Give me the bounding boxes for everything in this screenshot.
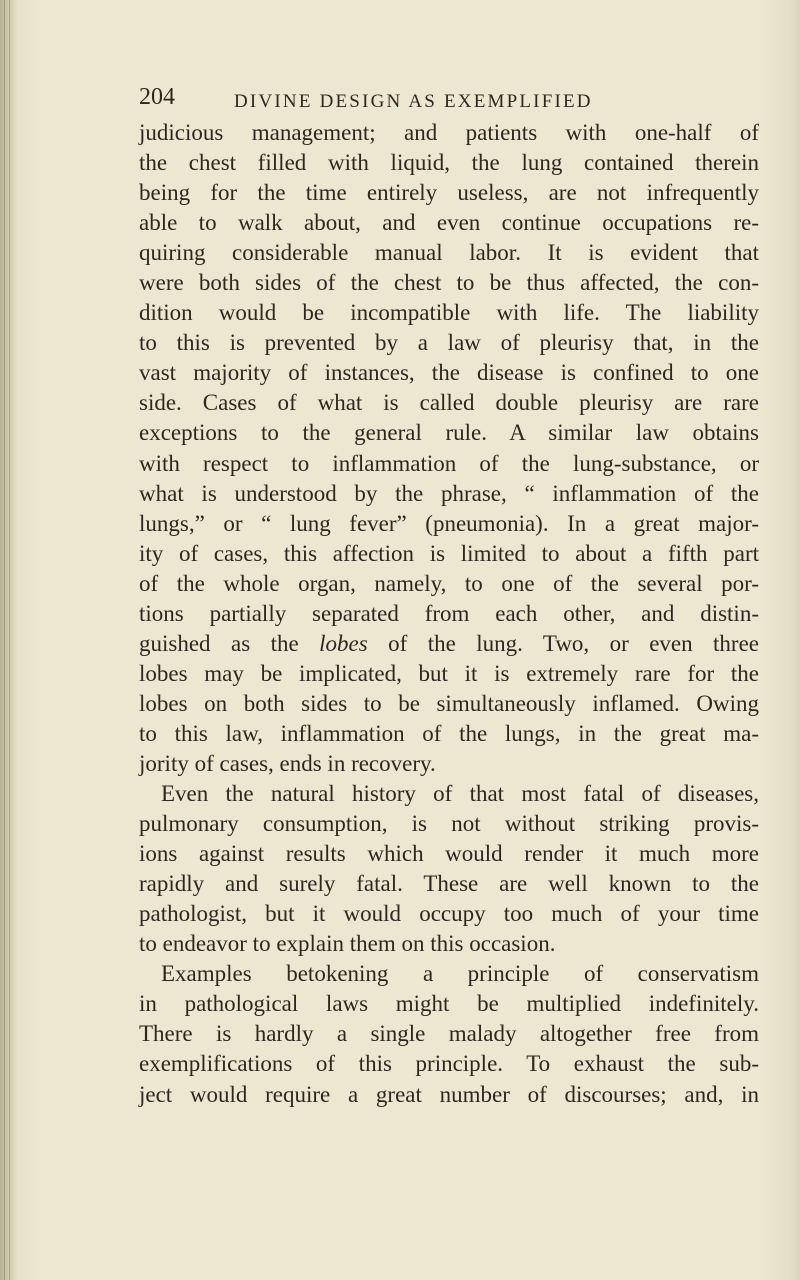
running-title: DIVINE DESIGN AS EXEMPLIFIED [234,91,593,112]
text-line: vast majority of instances, the disease is confined to one [139,360,759,386]
text-line: ions against results which would render it much more [139,841,759,867]
text-line: ity of cases, this affection is limited to about a fifth part [139,540,759,566]
text-line: able to walk about, and even continue occupations re- [139,210,759,236]
text-line: to this is prevented by a law of pleurisy that, in the [139,330,759,356]
gutter-line [9,0,10,1280]
text-line: tions partially separated from each other, and distin- [139,600,759,626]
text-line: lobes may be implicated, but it is extremely rare for the [139,660,759,686]
text-line: the chest filled with liquid, the lung contained therein [139,150,759,176]
text-line: ject would require a great number of discourses; and, in [139,1081,759,1107]
text-line: of the whole organ, namely, to one of the several por- [139,570,759,596]
text-line: being for the time entirely useless, are not infrequently [139,180,759,206]
text-line: lobes on both sides to be simultaneously inflamed. Owing [139,690,759,716]
text-line: pathologist, but it would occupy too much of your time [139,901,759,927]
page-number: 204 [139,84,175,110]
text-line: jority of cases, ends in recovery. [139,750,436,776]
text-line-mixed [139,629,759,659]
text-line: judicious management; and patients with one-half of [139,120,759,145]
text-line: pulmonary consumption, is not without striking provis- [139,811,759,837]
text-line: There is hardly a single malady altogether free from [139,1021,759,1047]
text-line: rapidly and surely fatal. These are well known to the [139,871,759,897]
text-line: quiring considerable manual labor. It is evident that [139,240,759,266]
body-text [139,118,759,1110]
text-line: with respect to inflammation of the lung-substance, or [139,450,759,476]
text-segment: of the lung. Two, or even three [367,630,760,656]
text-segment: guished as the [139,630,299,656]
text-line: Even the natural history of that most fatal of diseases, [161,781,759,807]
text-line: exemplifications of this principle. To exhaust the sub- [139,1051,759,1077]
text-line: to endeavor to explain them on this occasion. [139,931,556,957]
text-line: to this law, inflammation of the lungs, in the great ma- [139,720,759,746]
text-line: in pathological laws might be multiplied indefinitely. [139,991,759,1017]
text-line: exceptions to the general rule. A similar law obtains [139,420,759,446]
gutter-line [4,0,5,1280]
italic-term: lobes [319,630,368,656]
text-line: what is understood by the phrase, “ inflammation of the [139,480,759,506]
text-line: side. Cases of what is called double pleurisy are rare [139,390,759,416]
text-line: Examples betokening a principle of conservatism [161,961,759,987]
text-line: dition would be incompatible with life. The liability [139,300,759,326]
text-line: lungs,” or “ lung fever” (pneumonia). In a great major- [139,510,759,536]
text-line: were both sides of the chest to be thus affected, the con- [139,270,759,296]
